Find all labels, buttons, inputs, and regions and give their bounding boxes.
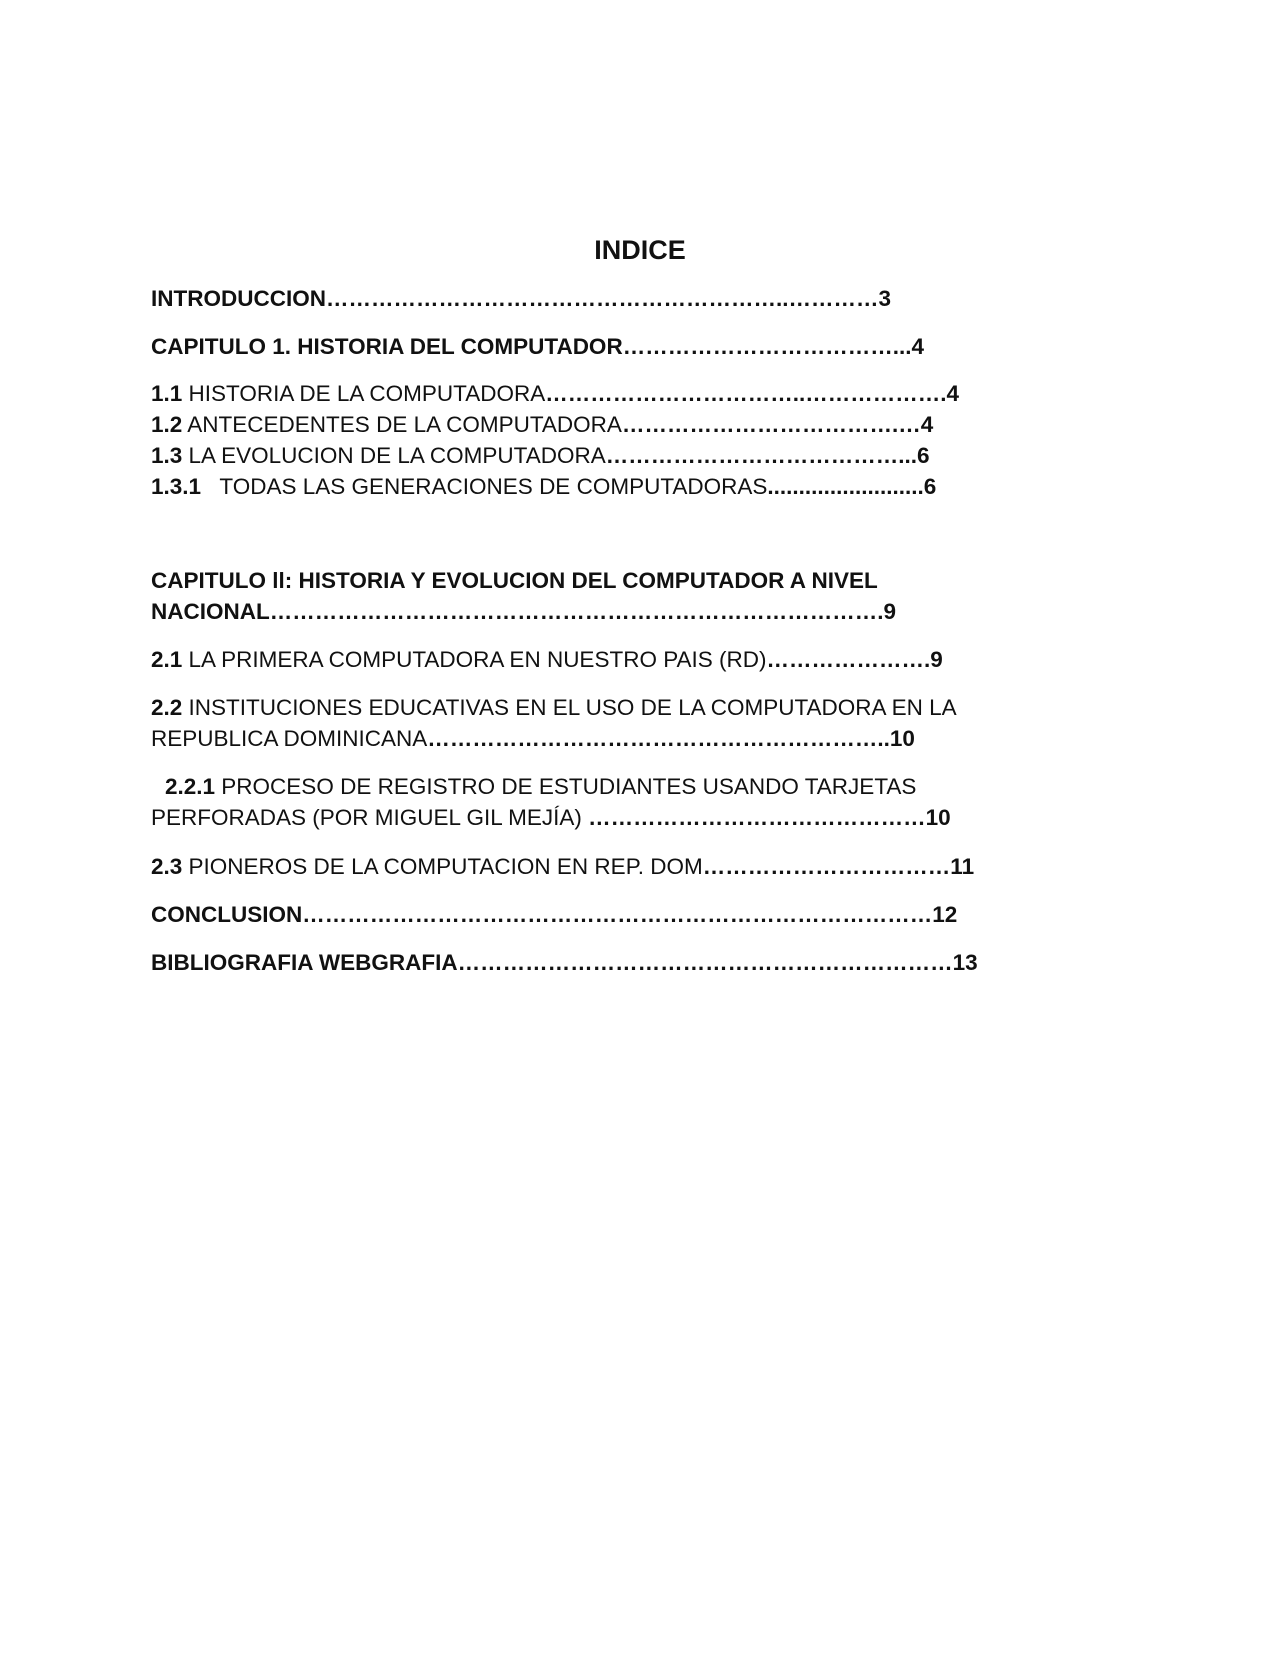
toc-entry-text: PROCESO DE REGISTRO DE ESTUDIANTES USANDO TARJETAS bbox=[215, 774, 917, 799]
toc-section-number: 2.3 bbox=[151, 854, 183, 879]
toc-entry-label-line2: NACIONAL bbox=[151, 599, 270, 624]
toc-section-number: 1.2 bbox=[151, 412, 183, 437]
toc-entry-capitulo-1 bbox=[151, 331, 1091, 362]
toc-entry-text-line2: REPUBLICA DOMINICANA bbox=[151, 726, 428, 751]
toc-leader-page: ………………………………………10 bbox=[588, 805, 951, 830]
toc-leader-page: .........................6 bbox=[767, 474, 937, 499]
toc-entry-2-3 bbox=[151, 851, 1091, 882]
toc-entry-1-1 bbox=[151, 378, 1091, 409]
toc-section-number: 2.2.1 bbox=[165, 774, 216, 799]
toc-leader-page: ……………………………………………………………………….9 bbox=[269, 599, 897, 624]
toc-entry-2-2-1 bbox=[151, 771, 1091, 833]
toc-entry-text: INSTITUCIONES EDUCATIVAS EN EL USO DE LA COMPUTADORA EN LA bbox=[182, 695, 957, 720]
toc-entry-label: CAPITULO 1. HISTORIA DEL COMPUTADOR bbox=[151, 334, 623, 359]
toc-entry-label: BIBLIOGRAFIA WEBGRAFIA bbox=[151, 950, 458, 975]
toc-entry-1-3 bbox=[151, 440, 1091, 471]
toc-section-number: 2.1 bbox=[151, 647, 183, 672]
page-title: INDICE bbox=[594, 235, 686, 265]
toc-entry-label-line1: CAPITULO ll: HISTORIA Y EVOLUCION DEL COMPUTADOR A NIVEL bbox=[151, 568, 878, 593]
toc-entry-label: INTRODUCCION bbox=[151, 286, 326, 311]
toc-leader-page: ……………………………….…4 bbox=[621, 412, 934, 437]
toc-entry-1-2 bbox=[151, 409, 1091, 440]
toc-entry-introduccion bbox=[151, 283, 1091, 314]
toc-leader-page: ……………………………………………………..…………3 bbox=[326, 286, 892, 311]
toc-entry-text: HISTORIA DE LA COMPUTADORA bbox=[182, 381, 546, 406]
toc-leader-page: …………………………………………………………13 bbox=[457, 950, 978, 975]
toc-entry-1-3-1 bbox=[151, 471, 1091, 502]
toc-section-number: 1.3 bbox=[151, 443, 183, 468]
toc-leader-page: …………………………………...6 bbox=[605, 443, 930, 468]
toc-section-number: 1.3.1 bbox=[151, 474, 202, 499]
toc-entry-bibliografia bbox=[151, 947, 1091, 978]
toc-leader-page: ……………………………11 bbox=[702, 854, 975, 879]
toc-entry-text: LA EVOLUCION DE LA COMPUTADORA bbox=[182, 443, 606, 468]
toc-entry-text: TODAS LAS GENERACIONES DE COMPUTADORAS bbox=[201, 474, 768, 499]
toc-entry-text: PIONEROS DE LA COMPUTACION EN REP. DOM bbox=[182, 854, 703, 879]
toc-entry-conclusion bbox=[151, 899, 1091, 930]
toc-entry-2-2 bbox=[151, 692, 1091, 754]
toc-entry-text: LA PRIMERA COMPUTADORA EN NUESTRO PAIS (RD) bbox=[182, 647, 767, 672]
toc-entry-capitulo-2 bbox=[151, 565, 1091, 627]
toc-leader-page: ……………………………………………………..10 bbox=[427, 726, 915, 751]
toc-entry-2-1 bbox=[151, 644, 1091, 675]
toc-section-number: 2.2 bbox=[151, 695, 183, 720]
toc-entry-label: CONCLUSION bbox=[151, 902, 303, 927]
toc-leader-page: …………………………………………………………………………12 bbox=[302, 902, 958, 927]
toc-entry-text: ANTECEDENTES DE LA COMPUTADORA bbox=[182, 412, 622, 437]
toc-leader-page: ……………………………..……………….4 bbox=[545, 381, 960, 406]
toc-leader-page: ………………………………...4 bbox=[622, 334, 924, 359]
toc-entry-text-line2: PERFORADAS (POR MIGUEL GIL MEJÍA) bbox=[151, 805, 589, 830]
toc-section-number: 1.1 bbox=[151, 381, 183, 406]
toc-leader-page: ………………….9 bbox=[766, 647, 943, 672]
